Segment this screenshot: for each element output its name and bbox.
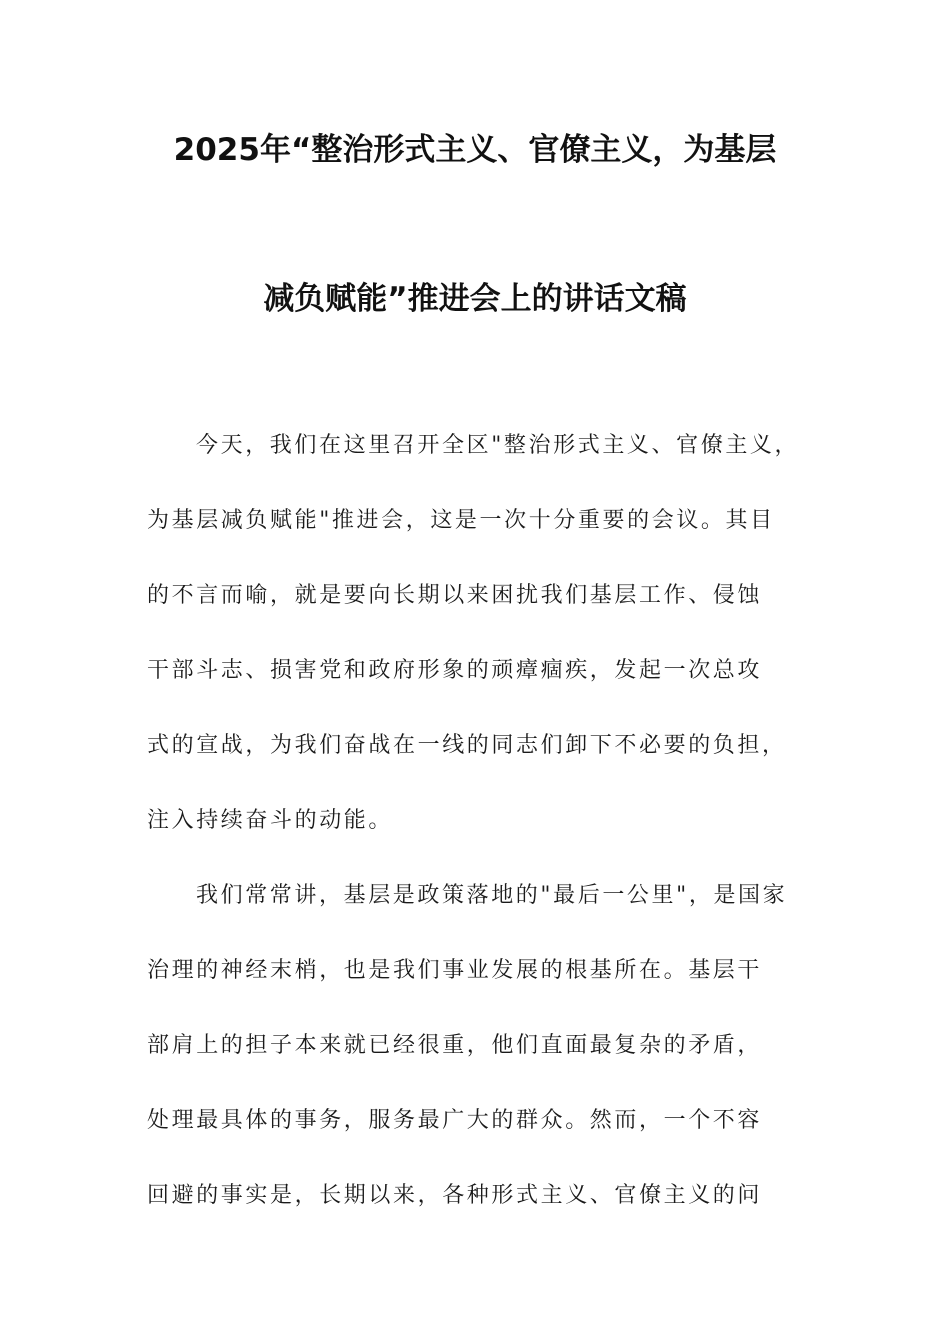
paragraph-line: 干部斗志、损害党和政府形象的顽瘴痼疾，发起一次总攻 bbox=[147, 658, 763, 683]
document-title-line-1: 2025年“整治形式主义、官僚主义，为基层 bbox=[173, 132, 777, 168]
paragraph-line: 我们常常讲，基层是政策落地的"最后一公里"，是国家 bbox=[196, 883, 788, 908]
paragraph-line: 式的宣战，为我们奋战在一线的同志们卸下不必要的负担， bbox=[147, 733, 787, 758]
paragraph-line: 回避的事实是，长期以来，各种形式主义、官僚主义的问 bbox=[147, 1183, 763, 1208]
paragraph-line: 的不言而喻，就是要向长期以来困扰我们基层工作、侵蚀 bbox=[147, 583, 763, 608]
paragraph-line: 部肩上的担子本来就已经很重，他们直面最复杂的矛盾， bbox=[147, 1033, 763, 1058]
paragraph-line: 处理最具体的事务，服务最广大的群众。然而，一个不容 bbox=[147, 1108, 763, 1133]
paragraph-line: 治理的神经末梢，也是我们事业发展的根基所在。基层干 bbox=[147, 958, 763, 983]
paragraph-line: 为基层减负赋能"推进会，这是一次十分重要的会议。其目 bbox=[147, 508, 775, 533]
paragraph-line: 今天，我们在这里召开全区"整治形式主义、官僚主义， bbox=[196, 433, 800, 458]
document-title-line-2: 减负赋能”推进会上的讲话文稿 bbox=[263, 281, 687, 317]
paragraph-line: 注入持续奋斗的动能。 bbox=[147, 808, 394, 833]
